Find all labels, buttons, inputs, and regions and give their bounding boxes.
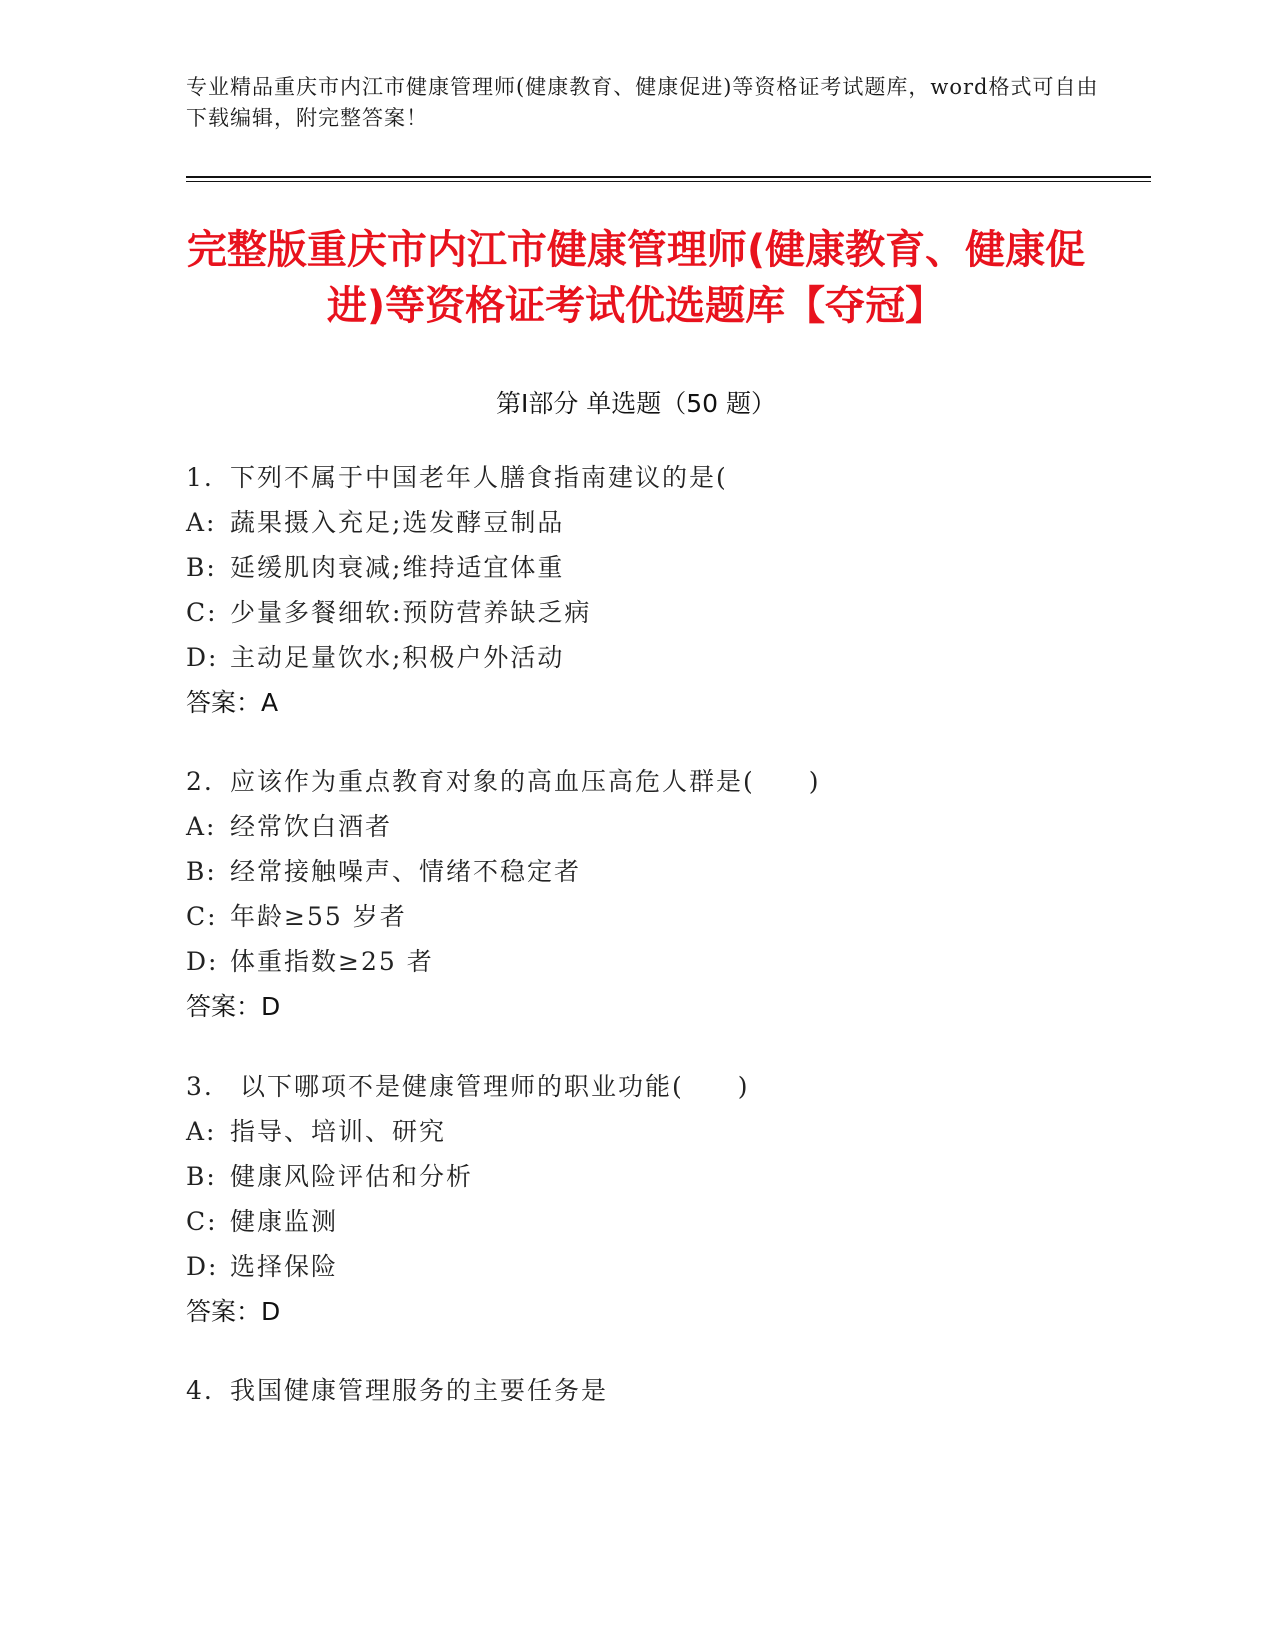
option-d bbox=[186, 635, 1136, 680]
option-text: 年龄≥55 岁者 bbox=[230, 902, 407, 931]
option-c bbox=[186, 1199, 1136, 1244]
question-1 bbox=[186, 455, 1136, 725]
option-text: 蔬果摄入充足;选发酵豆制品 bbox=[230, 508, 565, 537]
option-text: 健康监测 bbox=[230, 1207, 339, 1236]
option-text: 健康风险评估和分析 bbox=[230, 1162, 474, 1191]
header-rule-thick bbox=[186, 176, 1151, 178]
option-a bbox=[186, 500, 1136, 545]
question-number: 3. bbox=[186, 1072, 214, 1101]
option-label: B: bbox=[186, 553, 217, 582]
document-title: 完整版重庆市内江市健康管理师(健康教育、健康促进)等资格证考试优选题库【夺冠】 bbox=[186, 227, 1086, 329]
option-label: D: bbox=[186, 1252, 219, 1281]
option-label: C: bbox=[186, 1207, 218, 1236]
question-number: 4. bbox=[186, 1376, 214, 1405]
answer: 答案：D bbox=[186, 1297, 281, 1326]
question-number: 1. bbox=[186, 463, 214, 492]
option-label: D: bbox=[186, 643, 219, 672]
header-note: 专业精品重庆市内江市健康管理师(健康教育、健康促进)等资格证考试题库，word格式可自由下载编辑，附完整答案！ bbox=[186, 75, 1099, 130]
option-text: 体重指数≥25 者 bbox=[230, 947, 434, 976]
option-b bbox=[186, 1154, 1136, 1199]
question-stem bbox=[186, 455, 1136, 500]
question-text: 应该作为重点教育对象的高血压高危人群是( ) bbox=[230, 767, 821, 796]
option-text: 指导、培训、研究 bbox=[230, 1117, 447, 1146]
question-text: 我国健康管理服务的主要任务是 bbox=[230, 1376, 609, 1405]
option-text: 少量多餐细软:预防营养缺乏病 bbox=[230, 598, 592, 627]
question-3 bbox=[186, 1064, 1136, 1334]
question-text: 以下哪项不是健康管理师的职业功能( ) bbox=[230, 1072, 750, 1101]
answer: 答案：A bbox=[186, 688, 279, 717]
answer: 答案：D bbox=[186, 992, 281, 1021]
question-text: 下列不属于中国老年人膳食指南建议的是( bbox=[230, 463, 728, 492]
option-label: C: bbox=[186, 902, 218, 931]
option-a bbox=[186, 1109, 1136, 1154]
question-stem bbox=[186, 1064, 1136, 1109]
option-b bbox=[186, 849, 1136, 894]
option-label: B: bbox=[186, 1162, 217, 1191]
option-d bbox=[186, 939, 1136, 984]
question-stem bbox=[186, 759, 1136, 804]
option-text: 主动足量饮水;积极户外活动 bbox=[230, 643, 565, 672]
option-b bbox=[186, 545, 1136, 590]
option-label: A: bbox=[186, 508, 217, 537]
option-d bbox=[186, 1244, 1136, 1289]
option-a bbox=[186, 804, 1136, 849]
option-text: 延缓肌肉衰减;维持适宜体重 bbox=[230, 553, 565, 582]
option-label: B: bbox=[186, 857, 217, 886]
question-2 bbox=[186, 759, 1136, 1029]
option-label: D: bbox=[186, 947, 219, 976]
question-4 bbox=[186, 1368, 1136, 1413]
option-label: A: bbox=[186, 812, 217, 841]
question-number: 2. bbox=[186, 767, 214, 796]
option-text: 选择保险 bbox=[230, 1252, 339, 1281]
option-text: 经常接触噪声、情绪不稳定者 bbox=[230, 857, 582, 886]
option-text: 经常饮白酒者 bbox=[230, 812, 393, 841]
option-label: C: bbox=[186, 598, 218, 627]
option-c bbox=[186, 590, 1136, 635]
option-c bbox=[186, 894, 1136, 939]
option-label: A: bbox=[186, 1117, 217, 1146]
question-stem bbox=[186, 1368, 1136, 1413]
section-heading: 第Ⅰ部分 单选题（50 题） bbox=[495, 389, 777, 418]
header-rule-thin bbox=[186, 181, 1151, 182]
